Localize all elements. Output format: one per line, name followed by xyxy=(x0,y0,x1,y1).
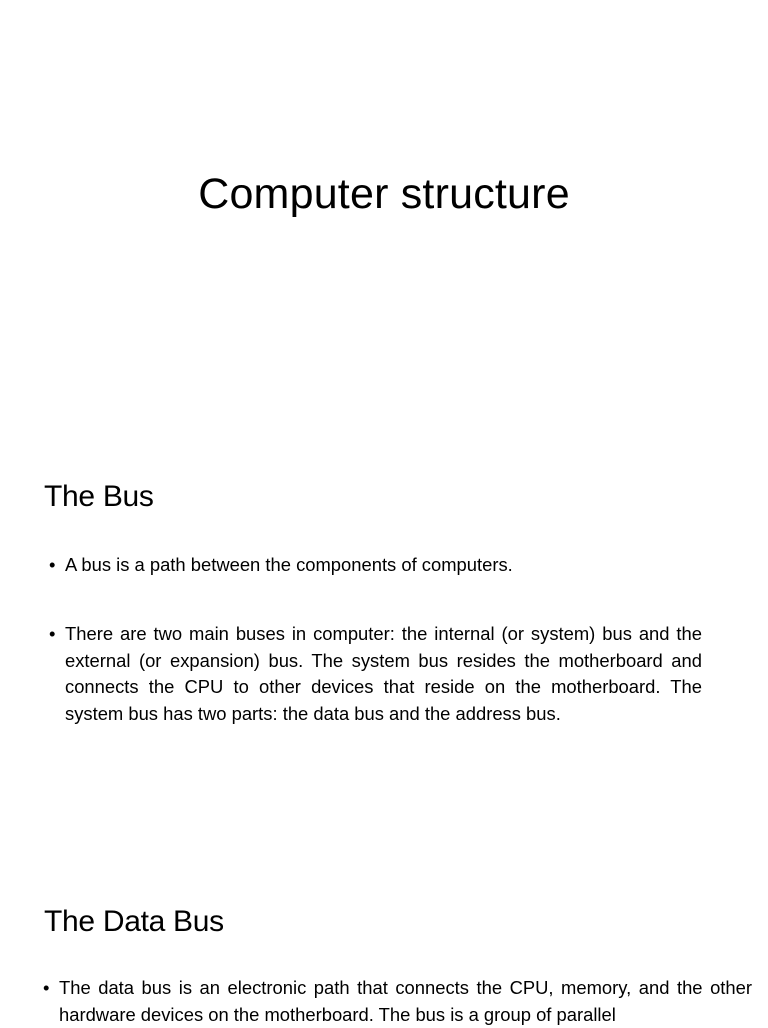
bullet-point-icon: • xyxy=(49,554,56,575)
section-heading-the-bus: The Bus xyxy=(44,480,154,513)
bullet-text: There are two main buses in computer: the internal (or system) bus and the external (or expansion) bus. The system bus resides the motherboard and connects the CPU to other devices that reside on the motherboard. The system bus has two parts: the data bus and the address bus. xyxy=(65,623,702,724)
bullet-text: A bus is a path between the components of computers. xyxy=(65,554,513,575)
page-title: Computer structure xyxy=(198,170,570,218)
bullet-item xyxy=(49,552,702,579)
bullet-item xyxy=(49,621,702,727)
bullet-point-icon: • xyxy=(49,623,56,644)
section-heading-the-data-bus: The Data Bus xyxy=(44,905,224,938)
bullet-item xyxy=(43,975,752,1028)
bullet-text: The data bus is an electronic path that connects the CPU, memory, and the other hardware devices on the motherboard. The bus is a group of parallel xyxy=(59,977,752,1025)
bullet-point-icon: • xyxy=(43,977,50,998)
